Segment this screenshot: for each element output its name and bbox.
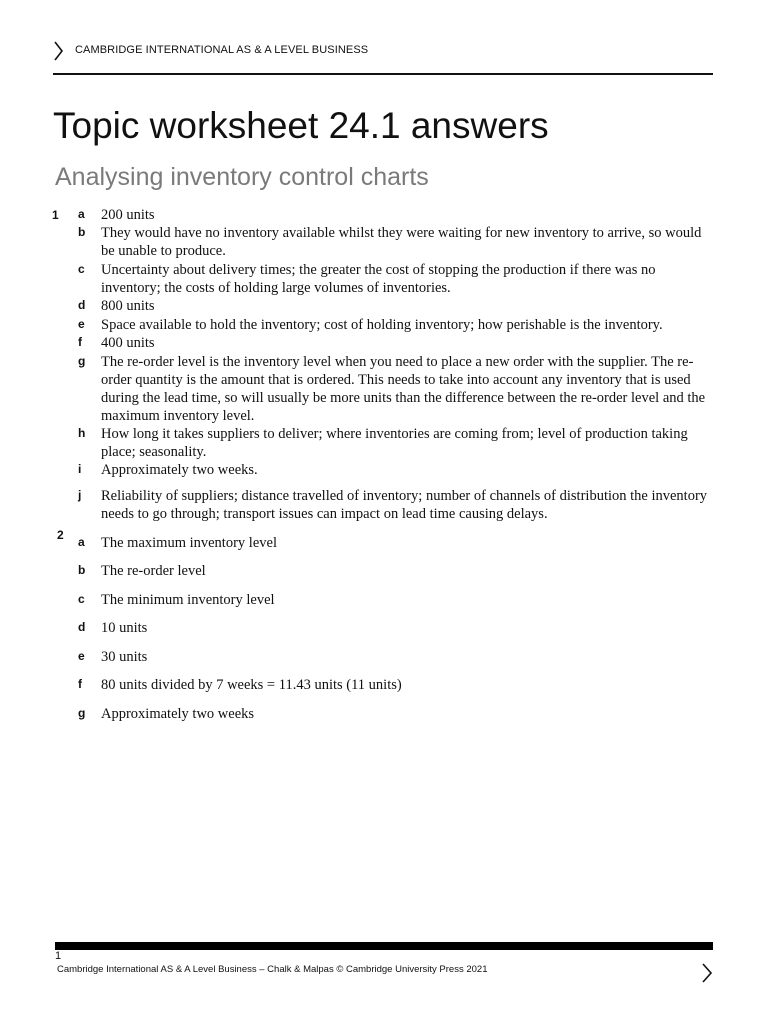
part-letter: b bbox=[78, 563, 86, 577]
answer-text: 30 units bbox=[101, 649, 148, 665]
running-title: CAMBRIDGE INTERNATIONAL AS & A LEVEL BUSINESS bbox=[75, 44, 369, 56]
part-letter: i bbox=[78, 462, 82, 476]
part-letter: d bbox=[78, 298, 86, 312]
part-letter: j bbox=[78, 488, 82, 502]
page-number: 1 bbox=[55, 950, 62, 962]
part-letter: c bbox=[78, 592, 85, 606]
part-letter: f bbox=[78, 335, 82, 349]
answer-text: 800 units bbox=[101, 298, 155, 314]
answer-text: Approximately two weeks bbox=[101, 706, 255, 722]
answer-text: 400 units bbox=[101, 335, 155, 351]
part-letter: c bbox=[78, 262, 85, 276]
answer-text: They would have no inventory available whilst they were waiting for new inventory to arrive, so would be unable to produce. bbox=[101, 225, 702, 259]
answer-text: 200 units bbox=[101, 207, 155, 223]
answer-text: The minimum inventory level bbox=[101, 592, 275, 608]
page-title: Topic worksheet 24.1 answers bbox=[53, 105, 549, 146]
part-letter: a bbox=[78, 207, 85, 221]
answer-text: How long it takes suppliers to deliver; where inventories are coming from; level of production taking place; seasonality. bbox=[101, 426, 688, 460]
chevron-right-icon[interactable] bbox=[700, 962, 714, 984]
part-letter: a bbox=[78, 535, 85, 549]
part-letter: h bbox=[78, 426, 86, 440]
question-number: 2 bbox=[57, 528, 64, 542]
answer-text: Approximately two weeks. bbox=[101, 462, 258, 478]
answer-text: 80 units divided by 7 weeks = 11.43 units (11 units) bbox=[101, 677, 402, 693]
part-letter: f bbox=[78, 677, 82, 691]
chevron-right-icon bbox=[53, 40, 65, 62]
answer-text: The re-order level bbox=[101, 563, 206, 579]
answer-text: Space available to hold the inventory; cost of holding inventory; how perishable is the inventory. bbox=[101, 317, 663, 333]
question-number: 1 bbox=[52, 208, 59, 222]
running-header bbox=[53, 40, 713, 75]
part-letter: e bbox=[78, 317, 85, 331]
page-subtitle: Analysing inventory control charts bbox=[55, 163, 429, 191]
part-letter: g bbox=[78, 706, 86, 720]
part-letter: b bbox=[78, 225, 86, 239]
part-letter: e bbox=[78, 649, 85, 663]
answer-text: The maximum inventory level bbox=[101, 535, 277, 551]
answer-text: Reliability of suppliers; distance travelled of inventory; number of channels of distribution the inventory needs to go through; transport issues can impact on lead time causing delays. bbox=[101, 488, 708, 522]
footer-credit: Cambridge International AS & A Level Business – Chalk & Malpas © Cambridge University Press 2021 bbox=[57, 964, 488, 975]
answer-text: Uncertainty about delivery times; the greater the cost of stopping the production if there was no inventory; the costs of holding large volumes of inventories. bbox=[101, 262, 656, 296]
answer-text: 10 units bbox=[101, 620, 148, 636]
part-letter: d bbox=[78, 620, 86, 634]
footer-rule bbox=[55, 942, 713, 950]
part-letter: g bbox=[78, 354, 86, 368]
answer-text: The re-order level is the inventory level when you need to place a new order with the supplier. The re-order quantity is the amount that is ordered. This needs to take into account any inventory that is used during the lead time, so will usually be more units than the difference between the re-order level and the maximum inventory level. bbox=[101, 354, 706, 424]
